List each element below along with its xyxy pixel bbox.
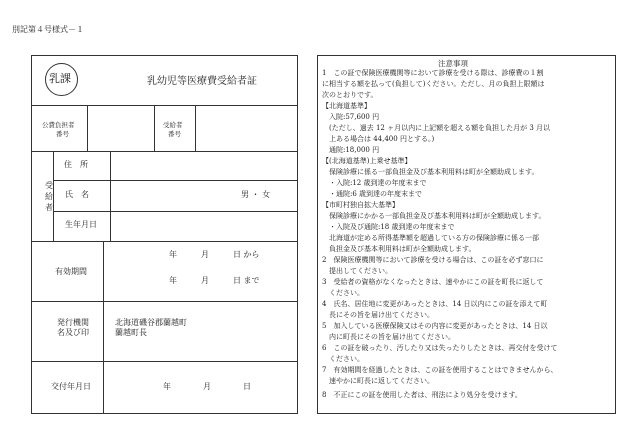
gender-field: 男 ・ 女: [241, 190, 271, 199]
certificate-title: 乳幼児等医療費受給者証: [147, 76, 257, 87]
certificate-card: [31, 55, 298, 414]
notice-line: 6 この証を破ったり、汚したり又は失ったりしたときは、再交付を受けて: [322, 344, 558, 352]
notice-line: ・通院:6 歳到達の年度末まで: [322, 190, 423, 198]
notice-line: 内に町長にその旨を届け出てください。: [322, 333, 455, 341]
notice-line: ください。: [322, 355, 364, 363]
recipient-side-label: 受給者: [45, 181, 53, 212]
stamp-text: 乳課: [49, 72, 71, 85]
notice-line: 5 加入している医療保険又はその内容に変更があったときは、14 日以: [322, 322, 548, 330]
notice-line: 負担金及び基本利用料は町が全額助成します。: [322, 245, 476, 253]
notice-line: ください。: [322, 289, 364, 297]
notice-line: 提出してください。: [322, 267, 392, 275]
notice-line: 【北海道基準】: [322, 102, 371, 110]
issue-date-value: 年 月 日: [163, 382, 251, 391]
notice-line: 保険診療にかかる一部負担金及び基本利用料は町が全額助成します。: [322, 212, 546, 220]
notice-line: 北海道が定める所得基準額を超過している方の保険診療に係る一部: [322, 234, 539, 242]
notice-line: 7 有効期間を経過したときは、この証を使用することはできませんから、: [322, 366, 558, 374]
recipient-no-label: 受給者: [163, 121, 183, 129]
birth-label: 生年月日: [65, 220, 97, 229]
notice-line: (ただし、過去 12 ヶ月以内に上記額を超える額を負担した月が 3 月以: [322, 124, 550, 132]
notice-line: 2 保険医療機関等において診療を受ける場合は、この証を必ず窓口に: [322, 256, 544, 264]
notice-line: ・入院:12 歳到達の年度末まで: [322, 179, 427, 187]
notice-line: 上ある場合は 44,400 円とする。): [322, 135, 435, 143]
issuer-address: 北海道磯谷郡蘭越町: [115, 318, 187, 327]
notice-line: 【(北海道基準)上乗せ基準】: [322, 157, 412, 165]
issuer-label: 発行機関: [57, 318, 89, 327]
recipient-number-label: 番号: [168, 130, 181, 138]
notice-line: 長にその旨を届け出てください。: [322, 311, 434, 319]
notice-line: 通院:18,000 円: [322, 146, 380, 154]
notice-line: 入院:57,600 円: [322, 113, 380, 121]
notice-panel: [317, 55, 616, 414]
issuer-seal-label: 名及び印: [57, 328, 89, 337]
payer-label: 公費負担者: [42, 121, 75, 129]
issue-date-label: 交付年月日: [51, 382, 91, 391]
payer-number-label: 番号: [56, 130, 69, 138]
issuer-name: 蘭越町長: [115, 328, 147, 337]
validity-to: 年 月 日 まで: [169, 276, 260, 285]
notice-line: 【市町村独自拡大基準】: [322, 201, 399, 209]
form-id: 別記第４号様式－１: [12, 25, 84, 34]
name-label: 氏 名: [65, 190, 89, 199]
notice-line: 保険診療に係る一部負担金及び基本利用料は町が全額助成します。: [322, 168, 539, 176]
notice-line: 1 この証で保険医療機関等において診療を受ける際は、診療費の１割: [322, 69, 544, 77]
notice-line: ・入院及び通院:18 歳到達の年度末まで: [322, 223, 455, 231]
notice-line: 3 受給者の資格がなくなったときは、速やかにこの証を町長に返して: [322, 278, 544, 286]
notice-line: に相当する額を払って(負担して)ください。ただし、月の負担上限額は: [322, 80, 545, 88]
notice-line: 8 不正にこの証を使用した者は、刑法により処分を受けます。: [322, 391, 522, 399]
notice-line: 速やかに町長に返してください。: [322, 377, 434, 385]
validity-from: 年 月 日 から: [169, 250, 260, 259]
address-label: 住 所: [64, 160, 88, 169]
notice-line: 次のとおりです。: [322, 91, 378, 99]
notice-line: 4 氏名、居住地に変更があったときは、14 日以内にこの証を添えて町: [322, 300, 548, 308]
notice-title: 注意事項: [438, 59, 468, 68]
validity-label: 有効期間: [55, 267, 87, 276]
